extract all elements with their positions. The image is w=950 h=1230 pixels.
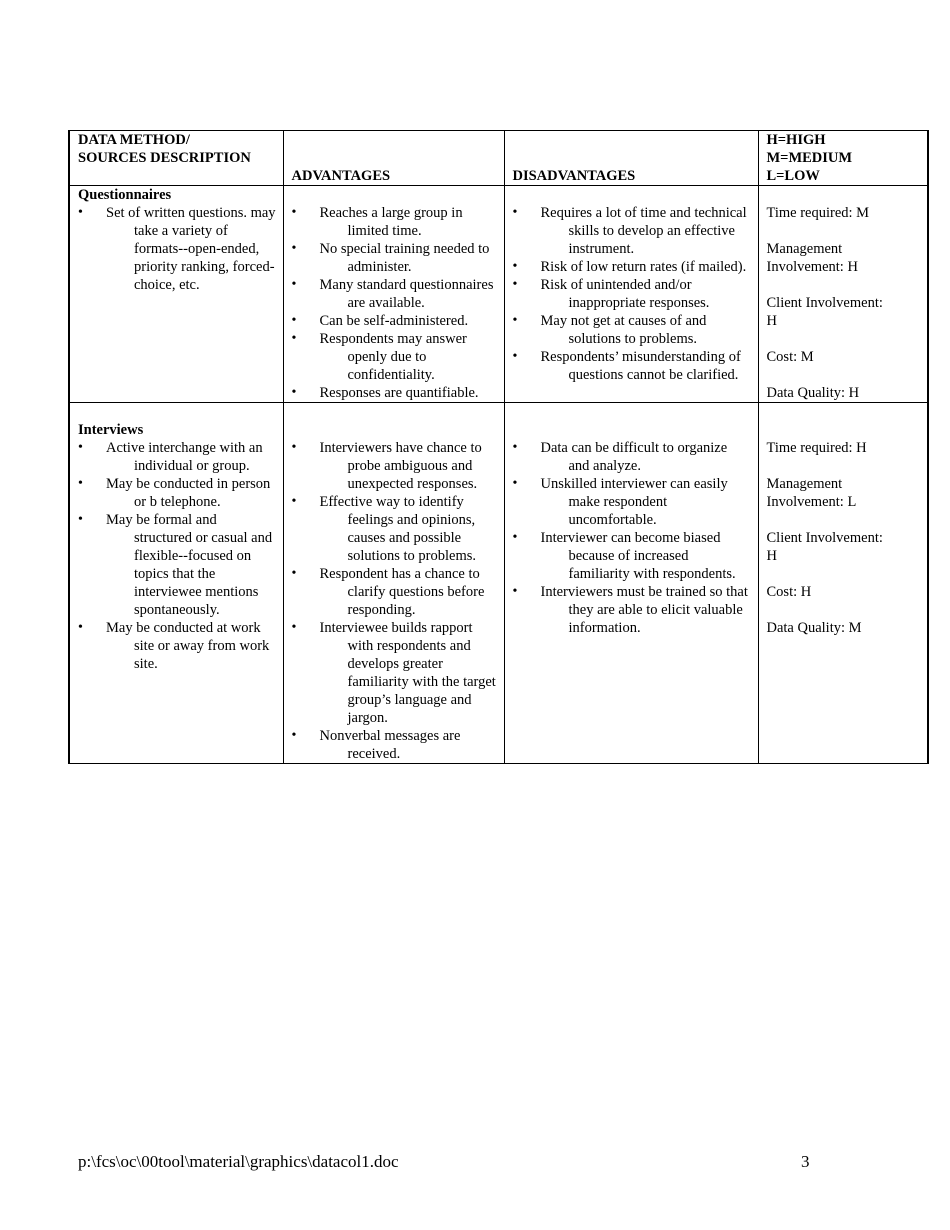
list-item: • Interviewers must be trained so that they are able to elicit valuable information. (513, 583, 752, 637)
header-method (69, 131, 283, 186)
description-list (78, 204, 277, 294)
rating-client: Client Involvement: H (766, 530, 883, 564)
advantages-list (292, 439, 498, 763)
list-item: • Effective way to identify feelings and opinions, causes and possible solutions to problems. (292, 493, 498, 565)
method-title: Questionnaires (78, 187, 172, 203)
legend-medium: M=MEDIUM (766, 150, 853, 166)
cell-method (69, 186, 283, 403)
rating-cost: Cost: M (766, 349, 814, 365)
disadvantages-list (513, 204, 752, 384)
cell-advantages (283, 403, 504, 764)
list-item: • Many standard questionnaires are available. (292, 276, 498, 312)
list-item: • Respondents’ misunderstanding of questions cannot be clarified. (513, 348, 752, 384)
footer-page-number: 3 (801, 1152, 810, 1171)
list-item: • Active interchange with an individual or group. (78, 439, 277, 475)
cell-advantages (283, 186, 504, 403)
list-item: • Data can be difficult to organize and analyze. (513, 439, 752, 475)
list-item: • Risk of unintended and/or inappropriate responses. (513, 276, 752, 312)
header-row (69, 131, 928, 186)
list-item: • Interviewers have chance to probe ambiguous and unexpected responses. (292, 439, 498, 493)
cell-ratings (758, 186, 928, 403)
rating-time: Time required: H (766, 440, 867, 456)
cell-disadvantages (504, 186, 758, 403)
footer-file-path: p:\fcs\oc\00tool\material\graphics\datacol1.doc (78, 1152, 399, 1171)
rating-management: Management Involvement: H (766, 241, 858, 275)
cell-ratings (758, 403, 928, 764)
data-methods-table (68, 130, 929, 764)
rating-cost: Cost: H (766, 584, 812, 600)
rating-quality: Data Quality: M (766, 620, 862, 636)
list-item: • Can be self-administered. (292, 312, 498, 330)
list-item: • Reaches a large group in limited time. (292, 204, 498, 240)
disadvantages-list (513, 439, 752, 637)
list-item: • Respondents may answer openly due to confidentiality. (292, 330, 498, 384)
header-method-line: SOURCES DESCRIPTION (78, 150, 251, 166)
list-item: • Interviewer can become biased because of increased familiarity with respondents. (513, 529, 752, 583)
list-item: • Respondent has a chance to clarify questions before responding. (292, 565, 498, 619)
list-item: • May be formal and structured or casual and flexible--focused on topics that the interviewee mentions spontaneously. (78, 511, 277, 619)
header-rating-legend (758, 131, 928, 186)
cell-disadvantages (504, 403, 758, 764)
list-item: • Risk of low return rates (if mailed). (513, 258, 752, 276)
legend-low: L=LOW (766, 168, 820, 184)
method-title: Interviews (78, 422, 144, 438)
legend-high: H=HIGH (766, 132, 826, 148)
cell-method (69, 403, 283, 764)
rating-client: Client Involvement: H (766, 295, 883, 329)
list-item: • May be conducted at work site or away from work site. (78, 619, 277, 673)
description-list (78, 439, 277, 673)
rating-management: Management Involvement: L (766, 476, 857, 510)
advantages-list (292, 204, 498, 402)
header-disadvantages: DISADVANTAGES (504, 131, 758, 186)
list-item: • Responses are quantifiable. (292, 384, 498, 402)
rating-quality: Data Quality: H (766, 385, 860, 401)
list-item: • May not get at causes of and solutions to problems. (513, 312, 752, 348)
header-advantages: ADVANTAGES (283, 131, 504, 186)
list-item: • Nonverbal messages are received. (292, 727, 498, 763)
table-row-interviews (69, 403, 928, 764)
header-method-line: DATA METHOD/ (78, 132, 190, 148)
list-item: • Interviewee builds rapport with respondents and develops greater familiarity with the target group’s language and jargon. (292, 619, 498, 727)
list-item: • Requires a lot of time and technical skills to develop an effective instrument. (513, 204, 752, 258)
rating-time: Time required: M (766, 205, 870, 221)
list-item: • Unskilled interviewer can easily make respondent uncomfortable. (513, 475, 752, 529)
table-row-questionnaires (69, 186, 928, 403)
list-item: • Set of written questions. may take a variety of formats--open-ended, priority ranking, forced-choice, etc. (78, 204, 277, 294)
list-item: • May be conducted in person or b telephone. (78, 475, 277, 511)
list-item: • No special training needed to administer. (292, 240, 498, 276)
